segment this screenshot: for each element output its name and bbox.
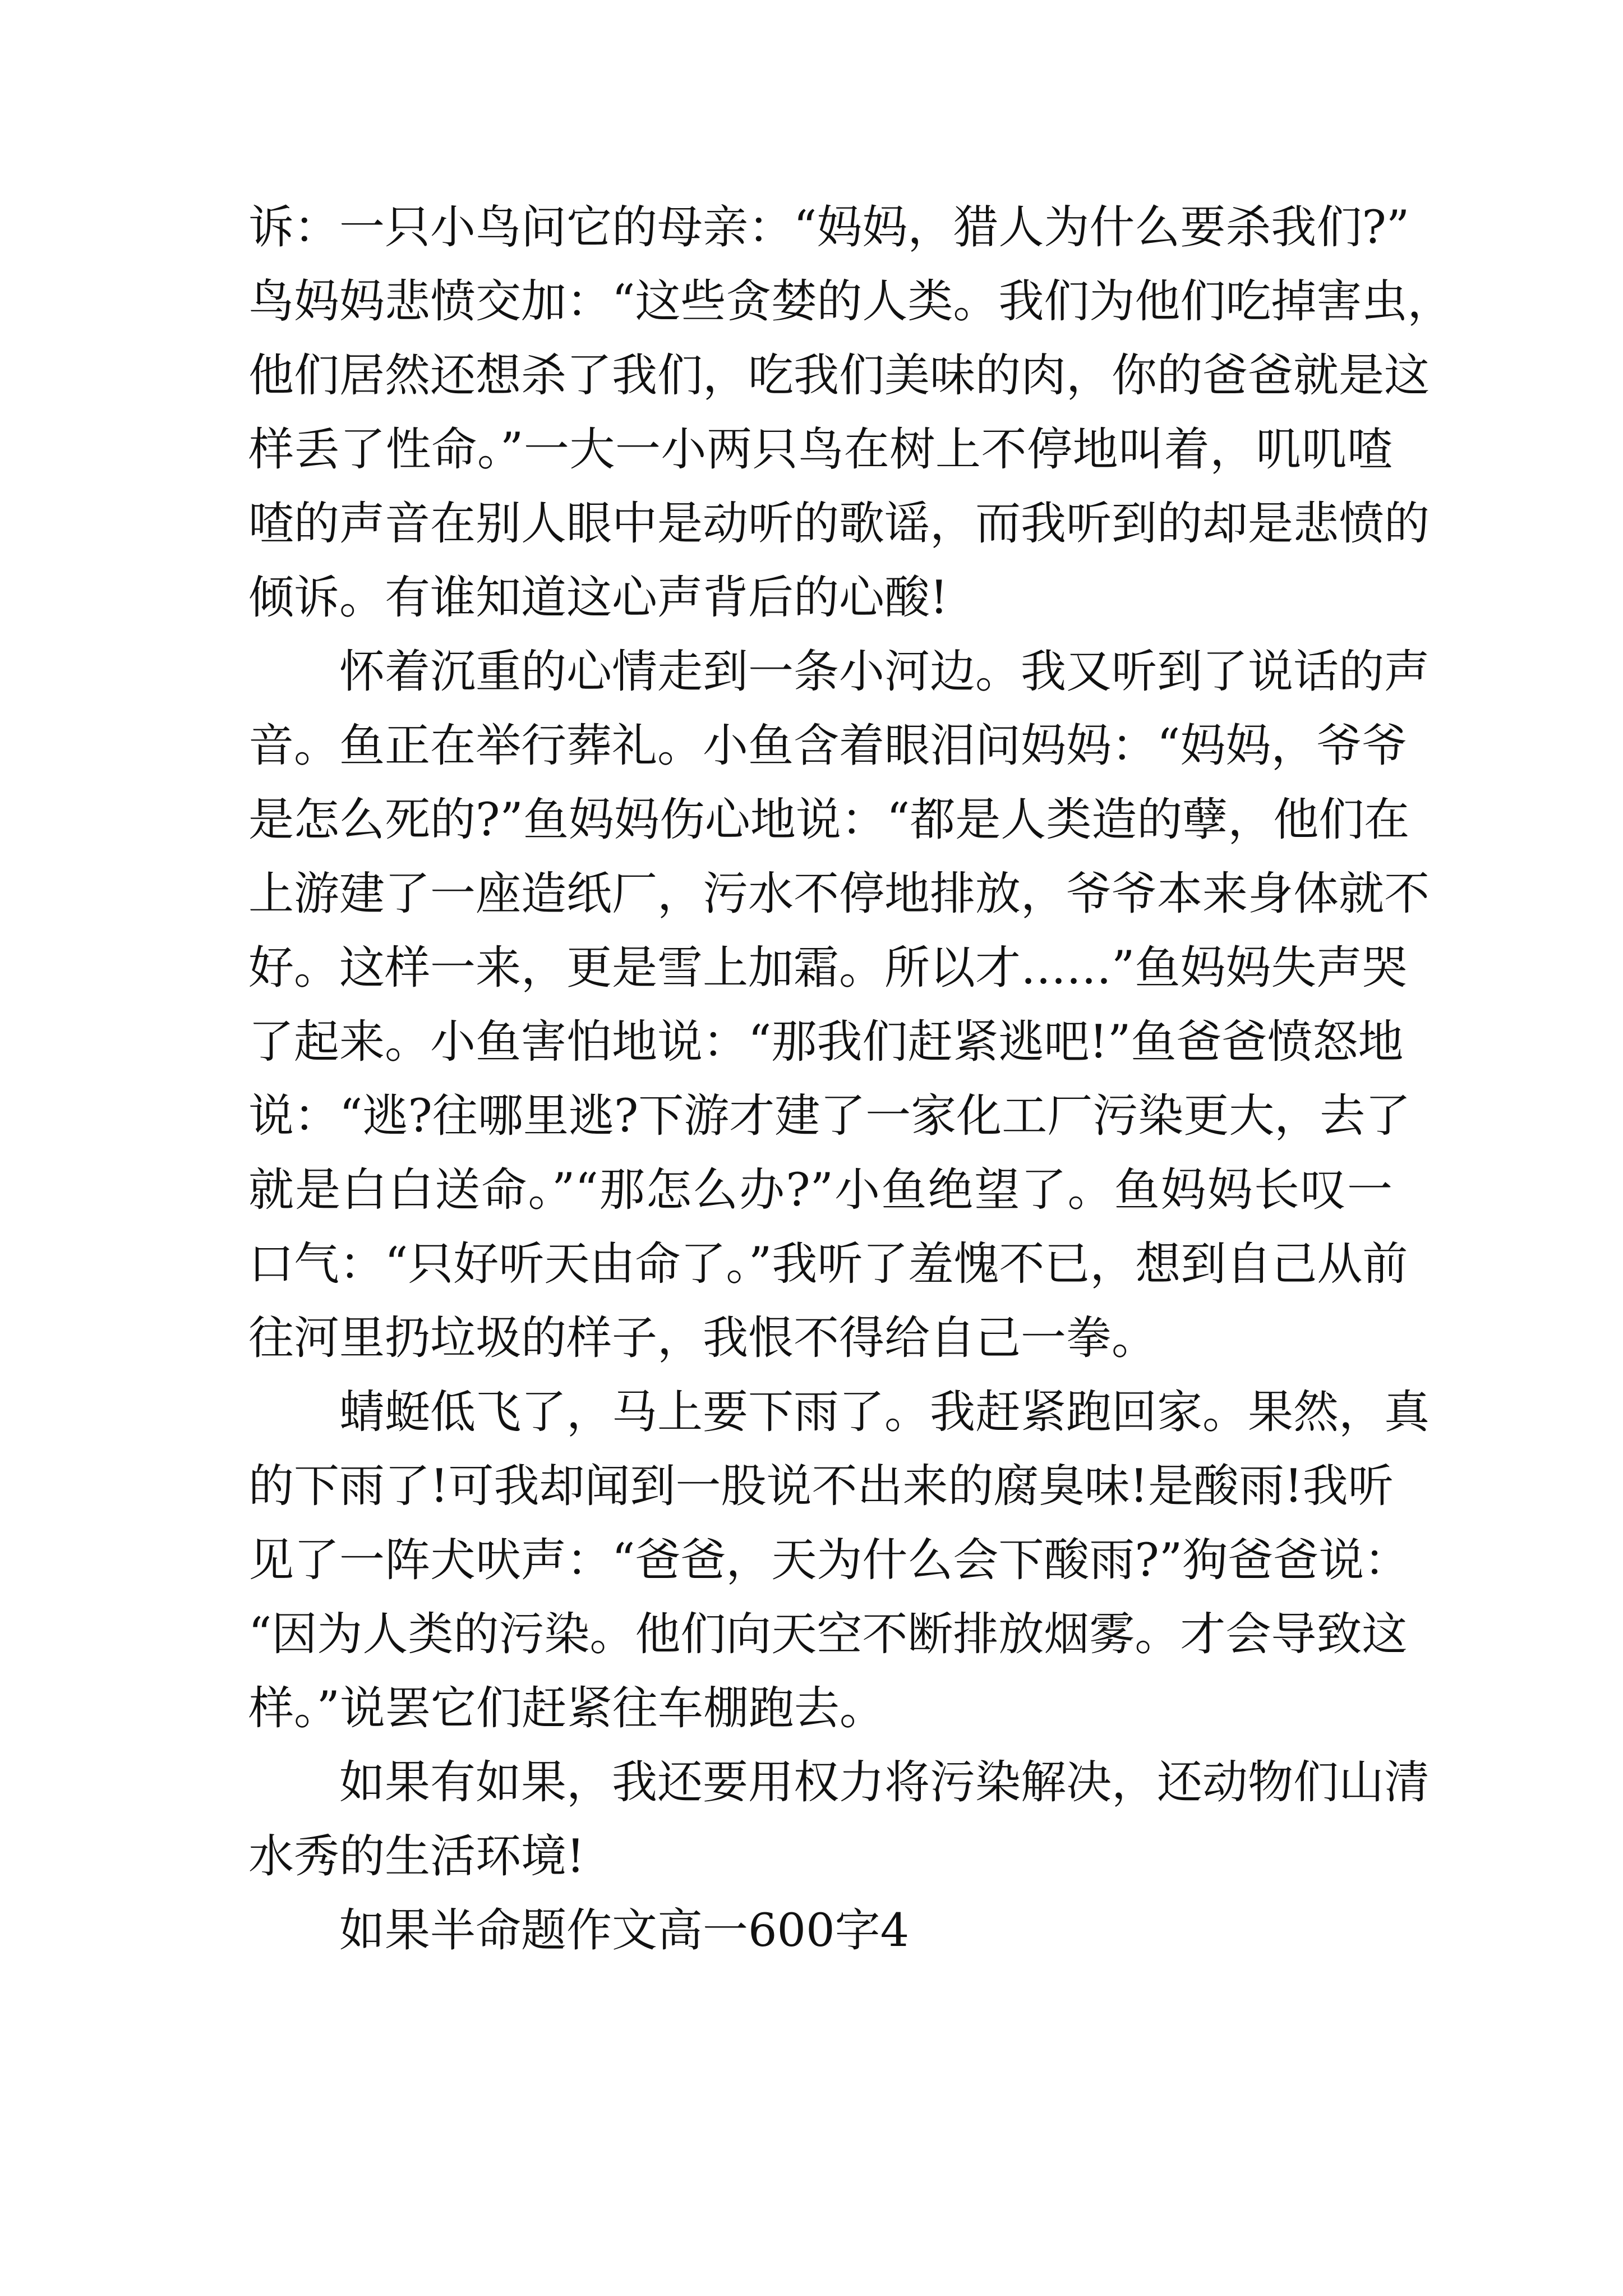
- text-line: 他们居然还想杀了我们，吃我们美味的肉，你的爸爸就是这: [248, 349, 1430, 402]
- text-line: 了起来。小鱼害怕地说：“那我们赶紧逃吧!”鱼爸爸愤怒地: [248, 1016, 1404, 1069]
- text-line: 如果有如果，我还要用权力将污染解决，还动物们山清: [339, 1756, 1430, 1809]
- paragraph: [248, 1746, 1430, 1894]
- text-line: 样丢了性命。”一大一小两只鸟在树上不停地叫着，叽叽喳: [248, 424, 1393, 476]
- text-line: 见了一阵犬吠声：“爸爸，天为什么会下酸雨?”狗爸爸说：: [248, 1534, 1410, 1587]
- text-line: 怀着沉重的心情走到一条小河边。我又听到了说话的声: [339, 646, 1430, 698]
- text-line: 说：“逃?往哪里逃?下游才建了一家化工厂污染更大，去了: [248, 1090, 1411, 1143]
- text-line: 上游建了一座造纸厂，污水不停地排放，爷爷本来身体就不: [248, 868, 1430, 921]
- text-line: 水秀的生活环境!: [248, 1830, 585, 1883]
- text-line: 喳的声音在别人眼中是动听的歌谣，而我听到的却是悲愤的: [248, 498, 1430, 550]
- text-line: 就是白白送命。”“那怎么办?”小鱼绝望了。鱼妈妈长叹一: [248, 1164, 1393, 1217]
- text-line: 蜻蜓低飞了，马上要下雨了。我赶紧跑回家。果然，真: [339, 1386, 1430, 1439]
- paragraph: [248, 1375, 1430, 1746]
- text-line: 是怎么死的?”鱼妈妈伤心地说：“都是人类造的孽，他们在: [248, 794, 1410, 846]
- text-line: 音。鱼正在举行葬礼。小鱼含着眼泪问妈妈：“妈妈，爷爷: [248, 720, 1408, 772]
- text-line: 往河里扔垃圾的样子，我恨不得给自己一拳。: [248, 1312, 1158, 1365]
- text-line: 倾诉。有谁知道这心声背后的心酸!: [248, 572, 948, 624]
- paragraph: [248, 191, 1453, 635]
- text-line: 鸟妈妈悲愤交加：“这些贪婪的人类。我们为他们吃掉害虫，: [248, 275, 1453, 328]
- text-line: 的下雨了!可我却闻到一股说不出来的腐臭味!是酸雨!我听: [248, 1460, 1394, 1513]
- text-line: 样。”说罢它们赶紧往车棚跑去。: [248, 1682, 885, 1735]
- text-line: 诉：一只小鸟问它的母亲：“妈妈，猎人为什么要杀我们?”: [248, 201, 1410, 254]
- section-heading-block: [248, 1894, 1393, 1968]
- essay-body: [248, 191, 1453, 1968]
- section-heading: 如果半命题作文高一600字4: [339, 1904, 910, 1957]
- paragraph: [248, 635, 1430, 1375]
- text-line: 好。这样一来，更是雪上加霜。所以才……”鱼妈妈失声哭: [248, 942, 1408, 995]
- text-line: 口气：“只好听天由命了。”我听了羞愧不已，想到自己从前: [248, 1238, 1408, 1291]
- text-line: “因为人类的污染。他们向天空不断排放烟雾。才会导致这: [248, 1608, 1408, 1661]
